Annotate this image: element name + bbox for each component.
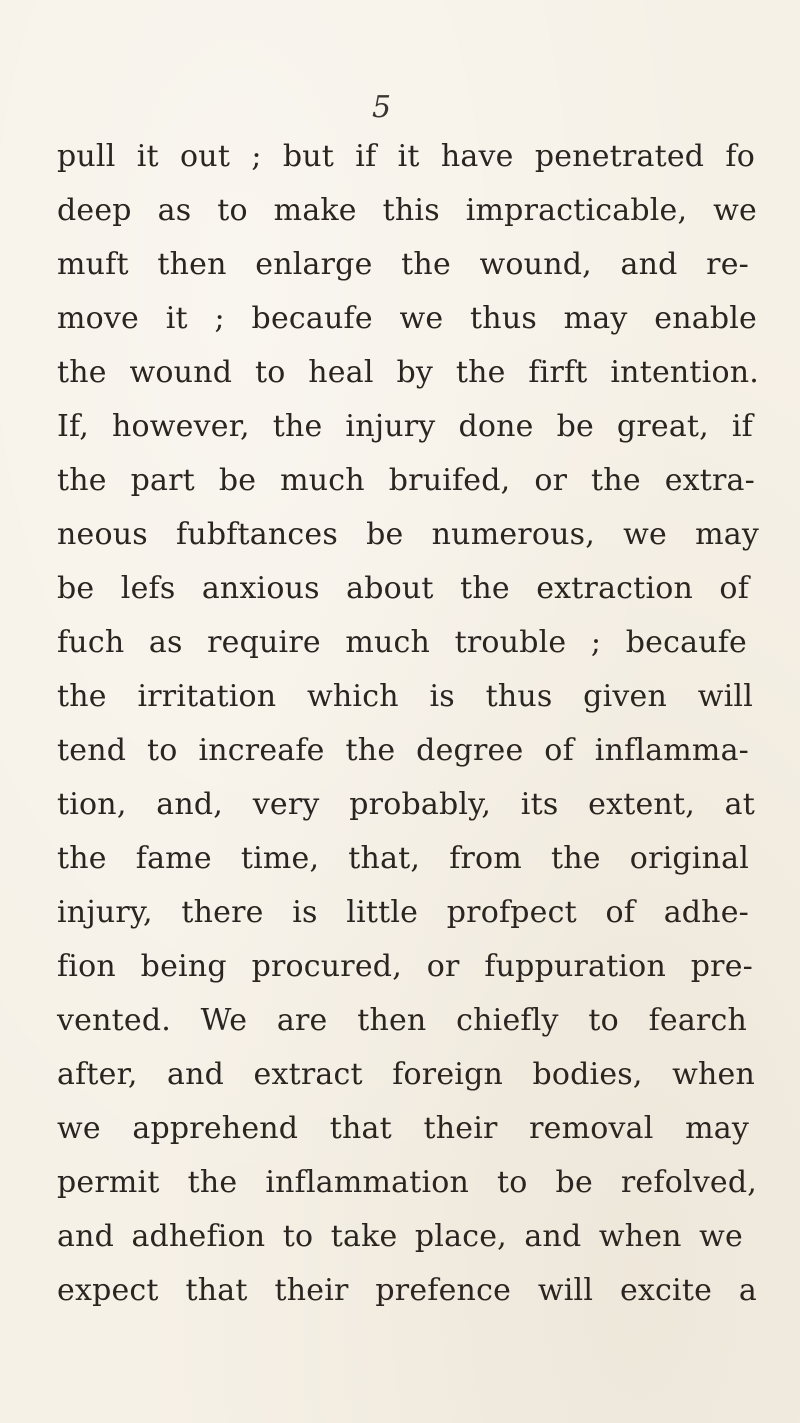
text-line: and adhefion to take place, and when we [57,1219,743,1254]
text-line: after, and extract foreign bodies, when [57,1057,755,1092]
text-line: expect that their prefence will excite a [57,1273,757,1308]
text-line: pull it out ; but if it have penetrated fo [57,139,755,174]
text-line: the part be much bruifed, or the extra- [57,463,755,498]
text-line: be lefs anxious about the extraction of [57,571,749,606]
text-line: fuch as require much trouble ; becaufe [57,625,747,660]
text-line: the fame time, that, from the original [57,841,749,876]
text-line: the irritation which is thus given will [57,679,753,714]
text-line: tend to increafe the degree of inflamma- [57,733,749,768]
text-line: we apprehend that their removal may [57,1111,749,1146]
text-line: neous fubftances be numerous, we may [57,517,759,552]
text-line: permit the inflammation to be refolved, [57,1165,757,1200]
text-line: vented. We are then chiefly to fearch [57,1003,747,1038]
text-line: tion, and, very probably, its extent, at [57,787,755,822]
text-line: muft then enlarge the wound, and re- [57,247,749,282]
text-line: fion being procured, or fuppuration pre- [57,949,753,984]
text-line: the wound to heal by the firft intention. [57,355,759,390]
text-line: move it ; becaufe we thus may enable [57,301,757,336]
body-text [57,130,757,1318]
text-line: deep as to make this impracticable, we [57,193,757,228]
text-line: If, however, the injury done be great, if [57,409,753,444]
text-line: injury, there is little profpect of adhe- [57,895,749,930]
page-number: 5 [372,90,392,125]
